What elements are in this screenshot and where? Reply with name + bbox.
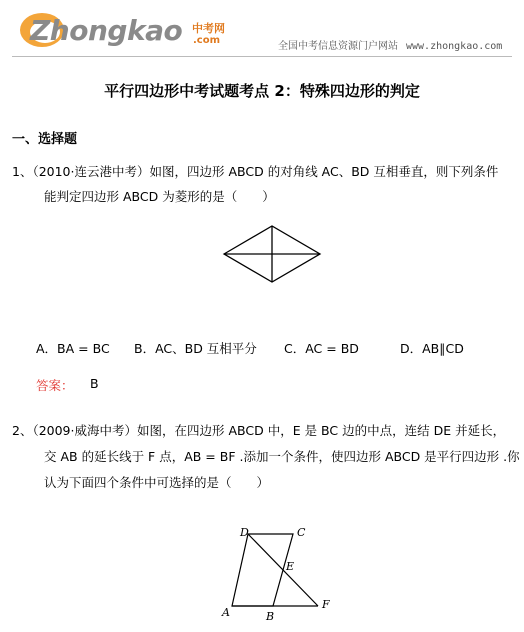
section-heading: 一、选择题 [12,132,78,147]
label-f: F [322,598,330,611]
label-a: A [222,606,230,619]
label-b: B [266,610,275,623]
q2-line2: 交 AB 的延长线于 F 点，AB = BF .添加一个条件，使四边形 ABCD 是平行四边形 .你 [44,449,520,464]
logo-com: .com [193,35,221,46]
q1-answer-value: B [90,376,99,391]
logo-cn: 中考网 [192,22,225,35]
label-e: E [286,560,295,573]
q1-option-a[interactable]: A．BA = BC [36,341,110,356]
q2-parallelogram-figure [218,522,342,626]
q1-line2: 能判定四边形 ABCD 为菱形的是（ ） [44,189,275,204]
q1-rhombus-figure [220,222,324,286]
tagline-text: 全国中考信息资源门户网站 [278,41,398,52]
header-divider [12,56,512,57]
quad-abcd [232,534,293,606]
q1-option-c[interactable]: C．AC = BD [284,341,359,356]
q1-answer-label: 答案： [36,378,74,393]
label-d: D [240,526,249,539]
site-logo[interactable] [16,8,236,52]
q1-option-d[interactable]: D．AB∥CD [400,341,464,356]
site-tagline [278,37,502,52]
site-url[interactable]: www.zhongkao.com [406,41,503,52]
page-title: 平行四边形中考试题考点 2：特殊四边形的判定 [104,82,420,100]
q1-option-b[interactable]: B．AC、BD 互相平分 [134,341,257,356]
line-df [248,534,318,606]
label-c: C [297,526,306,539]
q2-line1: 2、（2009·威海中考）如图，在四边形 ABCD 中，E 是 BC 边的中点，连结 DE 并延长， [12,423,506,438]
q1-line1: 1、（2010·连云港中考）如图，四边形 ABCD 的对角线 AC、BD 互相垂直，则下列条件 [12,164,499,179]
logo-text: Zhongkao [30,14,183,47]
q2-line3: 认为下面四个条件中可选择的是（ ） [44,475,270,490]
page-header [0,0,524,60]
